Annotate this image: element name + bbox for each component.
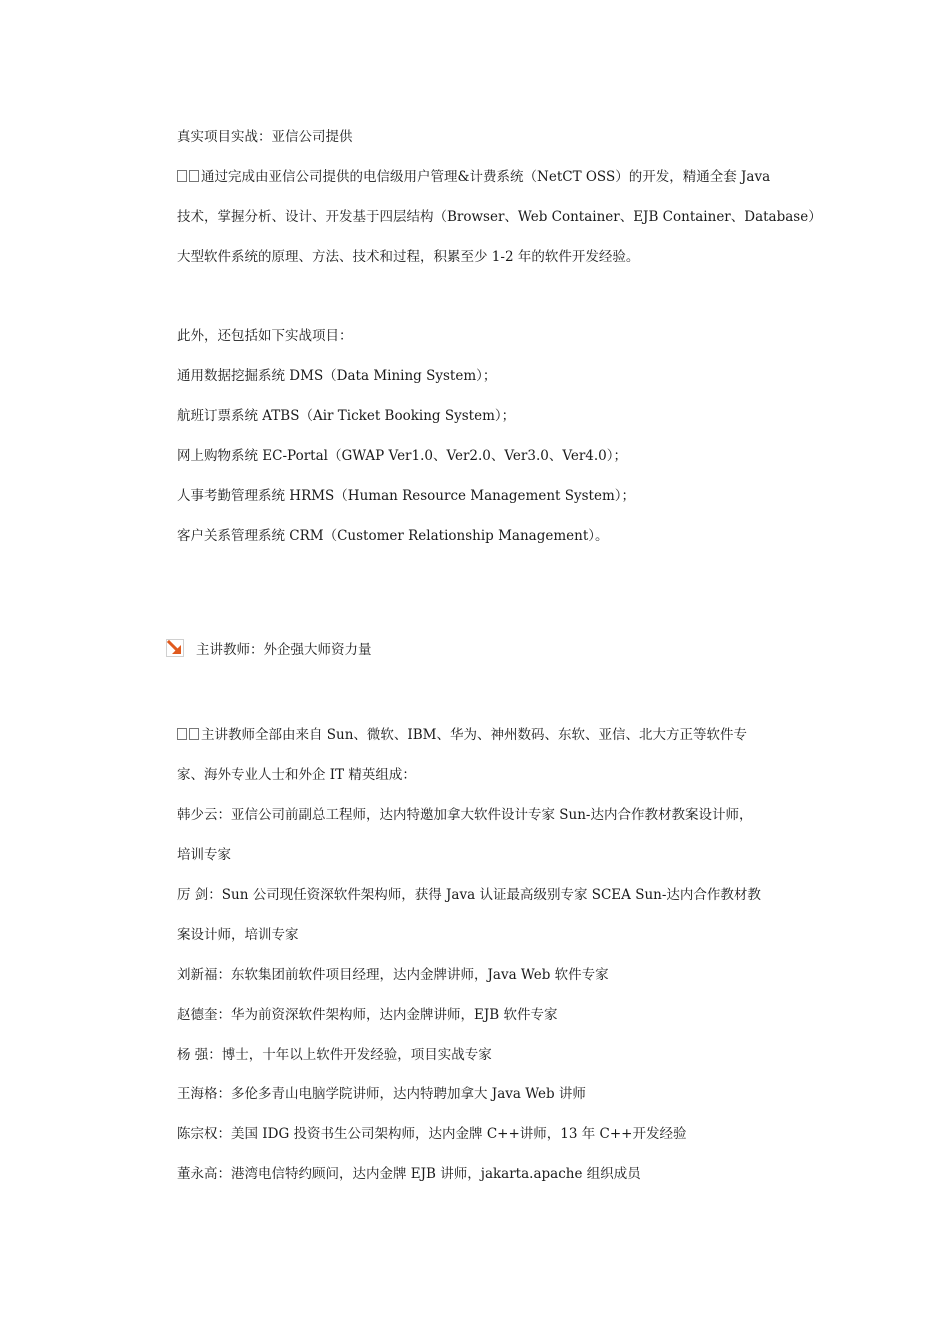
placeholder-box-icon — [189, 170, 199, 182]
placeholder-box-icon — [177, 728, 187, 740]
list-item: 通用数据挖掘系统 DMS（Data Mining System）； — [177, 368, 497, 384]
list-item: 客户关系管理系统 CRM（Customer Relationship Management）。 — [177, 528, 609, 544]
teacher-line: 刘新福：东软集团前软件项目经理，达内金牌讲师，Java Web 软件专家 — [177, 967, 609, 983]
section-heading-teachers — [166, 637, 372, 659]
teacher-line: 韩少云：亚信公司前副总工程师，达内特邀加拿大软件设计专家 Sun-达内合作教材教案设计师， — [177, 807, 753, 823]
placeholder-box-icon — [177, 170, 187, 182]
teacher-line: 厉 剑：Sun 公司现任资深软件架构师，获得 Java 认证最高级别专家 SCEA Sun-达内合作教材教 — [177, 887, 761, 903]
section-heading-text: 主讲教师：外企强大师资力量 — [196, 642, 372, 658]
paragraph-line — [177, 726, 747, 744]
arrow-down-right-icon — [166, 639, 184, 657]
list-item: 网上购物系统 EC-Portal（GWAP Ver1.0、Ver2.0、Ver3.0、Ver4.0）； — [177, 448, 627, 464]
teacher-line: 赵德奎：华为前资深软件架构师，达内金牌讲师，EJB 软件专家 — [177, 1007, 558, 1023]
paragraph-title-extra-projects: 此外，还包括如下实战项目： — [177, 328, 353, 344]
teacher-line: 杨 强：博士，十年以上软件开发经验，项目实战专家 — [177, 1047, 492, 1063]
paragraph-title-real-project: 真实项目实战：亚信公司提供 — [177, 129, 353, 145]
teacher-line: 案设计师，培训专家 — [177, 927, 299, 943]
paragraph-line — [177, 168, 770, 186]
paragraph-line: 大型软件系统的原理、方法、技术和过程，积累至少 1-2 年的软件开发经验。 — [177, 249, 640, 265]
paragraph-text: 主讲教师全部由来自 Sun、微软、IBM、华为、神州数码、东软、亚信、北大方正等软件专 — [201, 727, 748, 743]
teacher-line: 陈宗权：美国 IDG 投资书生公司架构师，达内金牌 C++讲师，13 年 C++开发经验 — [177, 1126, 687, 1142]
list-item: 航班订票系统 ATBS（Air Ticket Booking System）； — [177, 408, 516, 424]
paragraph-line: 技术，掌握分析、设计、开发基于四层结构（Browser、Web Container、EJB Container、Database） — [177, 209, 822, 225]
teacher-line: 王海格：多伦多青山电脑学院讲师，达内特聘加拿大 Java Web 讲师 — [177, 1086, 586, 1102]
teacher-line: 董永高：港湾电信特约顾问，达内金牌 EJB 讲师，jakarta.apache 组织成员 — [177, 1166, 641, 1182]
teacher-line: 培训专家 — [177, 847, 231, 863]
list-item: 人事考勤管理系统 HRMS（Human Resource Management System）； — [177, 488, 636, 504]
paragraph-line: 家、海外专业人士和外企 IT 精英组成： — [177, 767, 416, 783]
placeholder-box-icon — [189, 728, 199, 740]
paragraph-text: 通过完成由亚信公司提供的电信级用户管理&计费系统（NetCT OSS）的开发，精通全套 Java — [201, 169, 771, 185]
